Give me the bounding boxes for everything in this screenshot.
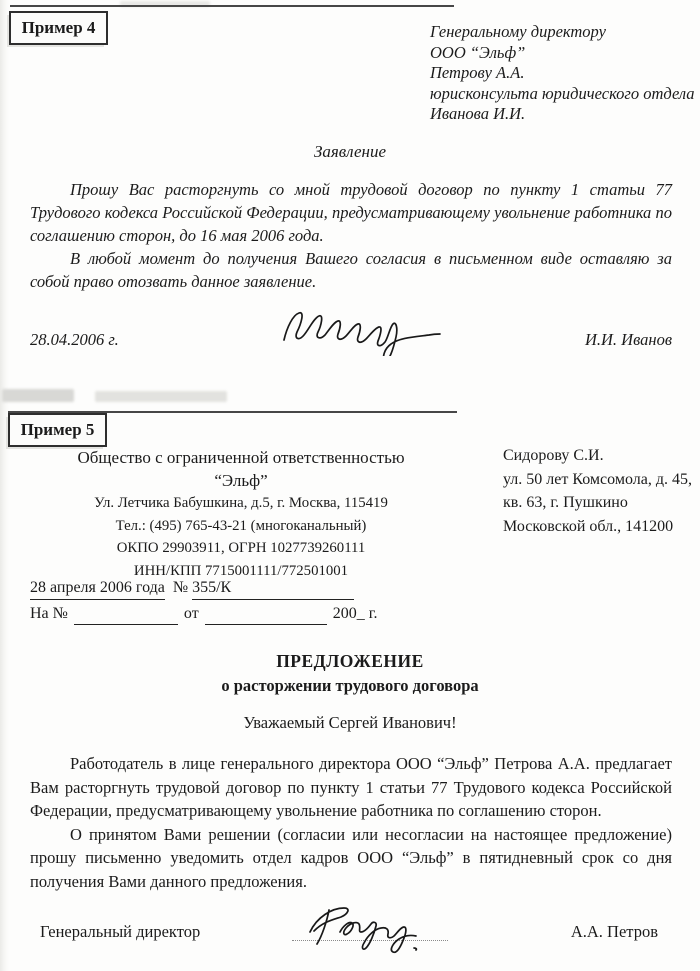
paragraph: В любой момент до получения Вашего согласия в письменном виде оставляю за собой право отозвать данное заявление. [30,249,672,291]
paragraph: Работодатель в лице генерального директора ООО “Эльф” Петрова А.А. предлагает Вам расторгнуть трудовой договор по пункту 1 статьи 77 Трудового кодекса Российской Федерации, предусматривающему увольнение работника по соглашению сторон. [30,754,672,820]
example5-signer-name: А.А. Петров [570,922,658,941]
paragraph: О принятом Вами решении (согласии или несогласии на настоящее предложение) прошу письменно уведомить отдел кадров ООО “Эльф” в пятидневный срок со дня получения Вами данного предложения. [30,824,672,891]
petrov-handwritten-signature-icon [298,896,438,961]
recipient-line: кв. 63, г. Пушкино [503,494,628,511]
recipient-line: ООО “Эльф” [430,42,526,62]
example5-document-title: ПРЕДЛОЖЕНИЕ [276,651,424,671]
incoming-date-blank [205,609,327,625]
example5-signature-row [40,896,670,958]
incoming-na-label: На № [30,605,68,622]
example4-signature-row [30,300,672,358]
paragraph: Прошу Вас расторгнуть со мной трудовой договор по пункту 1 статьи 77 Трудового кодекса Российской Федерации, предусматривающему увольнение работника по соглашению сторон, до 16 мая 2006 года. [30,180,672,245]
recipient-line: юрисконсульта юридического отдела [430,83,695,103]
example5-signer-title: Генеральный директор [40,922,201,941]
example4-signer-name: И.И. Иванов [584,330,672,349]
outgoing-number-line [30,577,377,600]
recipient-line: Генеральному директору [430,22,606,41]
example4-recipient-block [430,22,695,125]
letterhead-org-name-quoted: “Эльф” [214,470,268,490]
incoming-year-suffix: 200_ г. [332,605,378,622]
recipient-line: Московской обл., 141200 [503,517,674,535]
example-5-label-box [8,413,107,447]
letterhead-phone: Тел.: (495) 765-43-21 (многоканальный) [115,517,367,534]
scan-smudge [95,391,227,402]
scan-smudge [2,389,74,402]
outgoing-date: 28 апреля 2006 года [30,577,165,600]
reference-lines [30,577,377,625]
example5-recipient-block [503,444,692,538]
incoming-ot-label: от [183,605,199,622]
ivanov-handwritten-signature-icon [276,302,441,361]
recipient-line: ул. 50 лет Комсомола, д. 45, [503,470,692,488]
letterhead-okpo-ogrn: ОКПО 29903911, ОГРН 1027739260111 [116,540,366,556]
top-divider-line [10,5,454,7]
number-sign: № [172,579,189,596]
example-4-label: Пример 4 [21,18,96,37]
example5-document-subtitle: о расторжении трудового договора [221,676,479,695]
outgoing-number: 355/К [192,577,354,600]
salutation: Уважаемый Сергей Иванович! [243,713,457,732]
company-letterhead [30,447,452,582]
letterhead-org-name: Общество с ограниченной ответственностью [77,448,405,467]
example-5-label: Пример 5 [20,420,95,439]
example4-date: 28.04.2006 г. [30,330,119,349]
recipient-line: Петрову А.А. [430,63,525,82]
incoming-number-blank [74,609,178,625]
example5-body [30,752,672,893]
example4-body [30,178,672,293]
recipient-line: Сидорову С.И. [503,447,604,464]
letterhead-inn-kpp: ИНН/КПП 7715001111/772501001 [133,562,349,579]
example4-document-title: Заявление [313,142,387,161]
recipient-line: Иванова И.И. [430,104,526,123]
incoming-reference-line [30,603,377,625]
letterhead-address: Ул. Летчика Бабушкина, д.5, г. Москва, 115419 [94,495,388,511]
example-4-label-box [9,11,108,45]
